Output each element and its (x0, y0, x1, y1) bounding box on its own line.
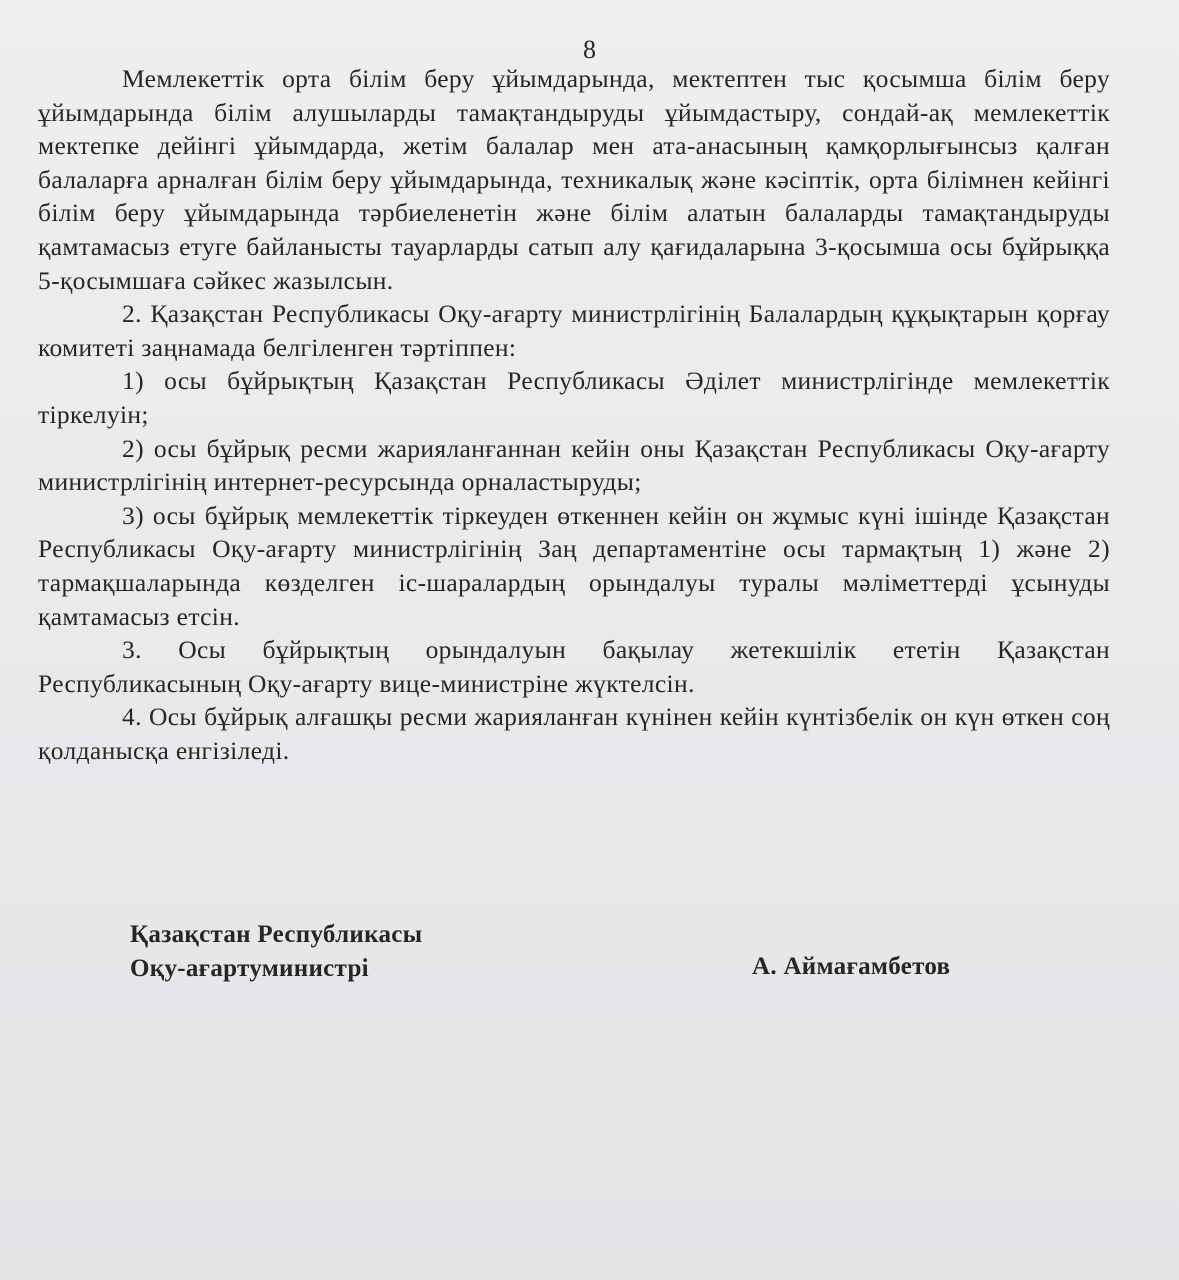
paragraph-procurement-rules: Мемлекеттік орта білім беру ұйымдарында, мектептен тыс қосымша білім беру ұйымдарында білім алушыларды тамақтандыруды ұйымдастыру, сондай-ақ мемлекеттік мектепке дейінгі ұйымдарда, жетім балалар мен ата-анасының қамқорлығынсыз қалған балаларға арналған білім беру ұйымдарында, техникалық және кәсіптік, орта білімнен кейінгі білім беру ұйымдарында тәрбиеленетін және білім алатын балаларды тамақтандыруды қамтамасыз етуге байланысты тауарларды сатып алу қағидаларына 3-қосымша осы бұйрыққа 5-қосымшаға сәйкес жазылсын. (38, 64, 1110, 295)
paragraph-subitem-2: 2) осы бұйрық ресми жарияланғаннан кейін оны Қазақстан Республикасы Оқу-ағарту министрлігінің интернет-ресурсында орналастыруды; (38, 433, 1110, 497)
paragraph-item-2: 2. Қазақстан Республикасы Оқу-ағарту министрлігінің Балалардың құқықтарын қорғау комитеті заңнамада белгіленген тәртіппен: (38, 299, 1110, 362)
paragraph-subitem-3: 3) осы бұйрық мемлекеттік тіркеуден өткеннен кейін он жұмыс күні ішінде Қазақстан Республикасы Оқу-ағарту министрлігінің Заң департаментіне осы тармақтың 1) және 2) тармақшаларында көзделген іс-шаралардың орындалуы туралы мәліметтерді ұсынуды қамтамасыз етсін. (38, 500, 1110, 631)
signatory-name: А. Аймағамбетов (752, 953, 951, 980)
signatory-position-line-1: Қазақстан Республикасы (130, 921, 423, 948)
document-body (38, 62, 1110, 767)
paragraph-subitem-1: 1) осы бұйрықтың Қазақстан Республикасы Әділет министрлігінде мемлекеттік тіркелуін; (38, 366, 1110, 429)
paragraph-item-3: 3. Осы бұйрықтың орындалуын бақылау жетекшілік ететін Қазақстан Республикасының Оқу-ағарту вице-министріне жүктелсін. (38, 635, 1110, 698)
page-number: 8 (583, 35, 596, 64)
paragraph-item-4: 4. Осы бұйрық алғашқы ресми жарияланған күнінен кейін күнтізбелік он күн өткен соң қолданысқа енгізіледі. (38, 702, 1110, 765)
signatory-position-line-2: Оқу-ағартуминистрі (130, 955, 369, 982)
